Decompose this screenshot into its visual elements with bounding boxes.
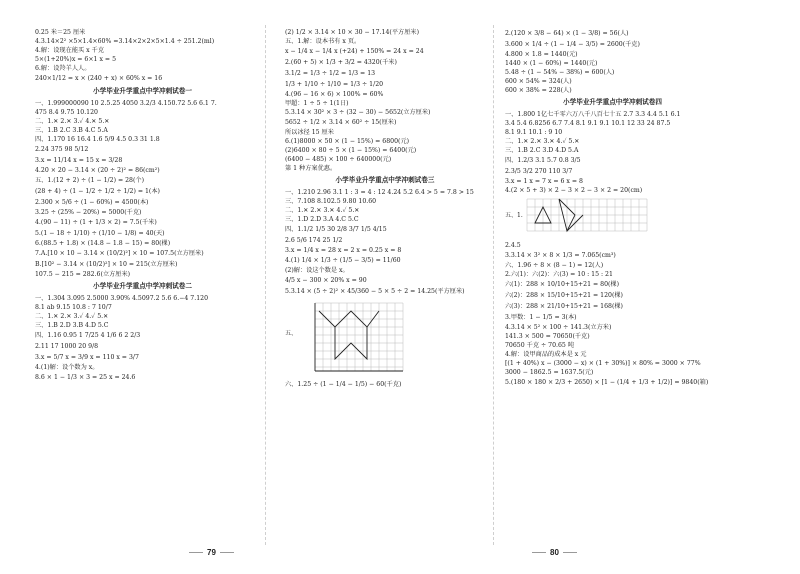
- text-line: 8.6 × 1 − 1/3 × 3 = 25 x = 24.6: [35, 374, 136, 381]
- text-line: 3.x = 11/14 x = 15 x = 3/28: [35, 157, 123, 164]
- text-line: 6.解：设羚羊人人。: [35, 65, 91, 72]
- text-line: B.[10² − 3.14 × (10/2)²] × 10 = 215(立方厘米): [35, 261, 178, 268]
- text-line: 六(3)：288 × 21/10+15+21 = 168(棵): [505, 303, 623, 310]
- text-line: 5×(1+20%)x = 6×1 x = 5: [35, 56, 116, 63]
- text-line: 4.3.14 × 5² × 100 ÷ 141.3(立方米): [505, 324, 612, 331]
- page-number-right: [528, 548, 581, 557]
- text-line: 2.六(1)：六(2)：六(3) = 10 : 15 : 21: [505, 271, 613, 278]
- text-line: 二、1.✕ 2.✕ 3.✕ 4.✓ 5.✕: [505, 138, 580, 145]
- text-line: 240×1/12 = x × (240 + x) × 60% x = 16: [35, 75, 163, 82]
- text-line: 4.解：设现在能买 x 千克: [35, 47, 105, 54]
- text-line: 600 × 38% = 228(人): [505, 87, 572, 94]
- text-line: 141.3 × 500 = 70650(千克): [505, 333, 590, 340]
- text-line: 4.20 × 20 − 3.14 × (20 ÷ 2)² = 86(cm²): [35, 167, 160, 174]
- text-line: 三、1.B 2.C 3.D 4.D 5.A: [505, 147, 579, 154]
- column-middle: [285, 28, 485, 390]
- text-line: 4.3.14×2² ×5×1.4×60% =3.14×2×2×5×1.4 ÷ 251.2(ml): [35, 38, 215, 45]
- text-line: 3.4 5.4 6.8256 6.7 7.4 8.1 9.1 9.1 10.1 12 33 24 87.5: [505, 120, 671, 127]
- text-line: (2) 1/2 × 3.14 × 10 × 30 − 17.14(平方厘米): [285, 29, 419, 36]
- text-line: (2)解：设这个数是 x。: [285, 267, 349, 274]
- text-line: 3.甲数：1 − 1/5 = 3(本): [505, 314, 577, 321]
- text-line: 甲超：1 ÷ 5 ÷ 1(1日): [285, 100, 349, 107]
- text-line: 0.25 米＝25 厘米: [35, 29, 86, 36]
- page-number-value: 80: [550, 548, 559, 557]
- text-line: 一、1.210 2.96 3.1 1 : 3 = 4 : 12 4.24 5.2 6.4 > 5 = 7.8 > 15: [285, 189, 474, 196]
- text-line: 475 8.4 9.75 10.120: [35, 109, 98, 116]
- exam-2-answers: [35, 294, 250, 383]
- text-line: 70650 千克 ÷ 70.65 吨: [505, 342, 575, 349]
- text-line: 4.解：设甲商品的成本是 x 元: [505, 351, 587, 358]
- text-line: 2.11 17 1000 20 9/8: [35, 343, 99, 350]
- text-line: 3.3.14 × 3² × 8 × 1/3 = 7.065(cm³): [505, 252, 616, 259]
- text-line: 8.1 ab 9.15 10.8 : 7 10/7: [35, 304, 112, 311]
- text-line: 600 × 54% = 324(人): [505, 78, 572, 85]
- column-divider-left: [265, 25, 266, 545]
- text-line: 6.(1)8000 × 50 × (1 − 15%) = 6800(元): [285, 138, 410, 145]
- text-line: 107.5 − 215 = 282.6(立方厘米): [35, 271, 131, 278]
- text-line: 3.600 × 1/4 ÷ (1 − 1/4 − 3/5) = 2600(千克): [505, 41, 640, 48]
- col3-top-block: [505, 28, 720, 95]
- text-line: (6400 − 485) × 100 ÷ 640000(元): [285, 156, 392, 163]
- text-line: 三、1.B 2.C 3.B 4.C 5.A: [35, 127, 108, 134]
- text-line: 4.(96 − 16 × 6) × 100% = 60%: [285, 91, 384, 98]
- grid-figure-4: [505, 195, 720, 241]
- column-divider-right: [493, 25, 494, 545]
- text-line: 六(2)：288 × 15/10+15+21 = 120(棵): [505, 292, 623, 299]
- text-line: 五、1.解：设本书有 x 页。: [285, 38, 361, 45]
- text-line: 三、1.D 2.D 3.A 4.C 5.C: [285, 216, 359, 223]
- text-line: 一、1.304 3.095 2.5000 3.90% 4.5097.2 5.6 6.−4 7.120: [35, 295, 209, 302]
- text-line: 二、1.✕ 2.✕ 3.✓ 4.✕ 5.✕: [35, 118, 110, 125]
- column-left: [35, 28, 250, 383]
- text-line: 2.24 375 98 5/12: [35, 146, 89, 153]
- text-line: 7.A.[10 × 10 − 3.14 × (10/2)²] × 10 = 107.5(立方厘米): [35, 250, 204, 257]
- text-line: 5.3.14 × (5 ÷ 2)² × 45/360 − 5 × 5 ÷ 2 = 14.25(平方厘米): [285, 288, 465, 295]
- text-line: 5.(1 − 18 ÷ 1/10) ÷ (1/10 − 1/8) = 40(天): [35, 230, 165, 237]
- exam-heading-3: 小学毕业升学重点中学冲刺试卷三: [335, 176, 435, 184]
- text-line: 所以冰径 15 厘米: [285, 129, 334, 136]
- exam-4-answers: [505, 110, 720, 195]
- text-line: 5.48 ÷ (1 − 54% − 38%) = 600(人): [505, 69, 615, 76]
- text-line: 一、1.800 1亿七千零六万八千八百七十五 2.7 3.3 4.4 5.1 6.1: [505, 111, 681, 118]
- text-line: 2.(120 × 3/8 − 64) × (1 − 3/8) = 56(人): [505, 30, 629, 37]
- text-line: 六(1)：288 × 10/10+15+21 = 80(棵): [505, 281, 620, 288]
- text-line: 六、1.96 ÷ 8 × (8 − 1) = 12(人): [505, 262, 604, 269]
- text-line: 4.800 × 1.8 = 1440(元): [505, 51, 578, 58]
- text-line: (28 + 4) ÷ (1 − 1/2 ÷ 1/2 ÷ 1/2) = 1(本): [35, 188, 160, 195]
- page-number-left: [185, 548, 238, 557]
- text-line: 1/3 + 1/10 ÷ 1/10 = 1/3 ÷ 1/20: [285, 81, 384, 88]
- text-line: 六、1.25 ÷ (1 − 1/4 − 1/5) − 60(千克): [285, 381, 402, 388]
- col1-top-block: [35, 28, 250, 84]
- text-line: 四、1.2/3 3.1 5.7 0.8 3/5: [505, 157, 581, 164]
- text-line: 三、1.B 2.D 3.B 4.D 5.C: [35, 322, 109, 329]
- grid-drawing: [523, 195, 653, 239]
- text-line: 3000 − 1862.5 = 1637.5(元): [505, 369, 594, 376]
- figure-label: 五、1.: [505, 212, 523, 219]
- col2-top-block: [285, 28, 485, 173]
- text-line: 2.3/5 3/2 270 110 3/7: [505, 168, 573, 175]
- page-number-value: 79: [207, 548, 216, 557]
- text-line: 二、1.✕ 2.✕ 3.✕ 4.✓ 5.✕: [285, 207, 360, 214]
- text-line: 三、7.108 8.102.5 9.80 10.60: [285, 198, 377, 205]
- text-line: 5.(180 × 180 × 2/3 + 2650) × [1 − (1/4 + 1/3 + 1/2)] = 9840(箱): [505, 379, 709, 386]
- exam-heading-4: 小学毕业升学重点中学冲刺试卷四: [563, 98, 662, 106]
- text-line: 3.x = 5/7 x = 3/9 x = 110 x = 3/7: [35, 354, 139, 361]
- text-line: 2.6 5/6 174 25 1/2: [285, 237, 343, 244]
- text-line: 3.x = 1 x = 7 x = 6 x = 8: [505, 178, 583, 185]
- exam-4-answers-cont: [505, 241, 720, 388]
- text-line: [(1 + 40%) x − (3000 − x) × (1 + 30%)] × 80% = 3000 × 77%: [505, 360, 701, 367]
- text-line: 五、1.(12 + 2) ÷ (1 − 1/2) = 28(个): [35, 177, 145, 184]
- text-line: 四、1.170 16 16.4 1.6 5/9 4.5 0.3 31 1.8: [35, 136, 160, 143]
- text-line: x − 1/4 x − 1/4 x (+24) + 150% = 24 x = 24: [285, 48, 424, 55]
- text-line: 4.(1)解：设个数为 x。: [35, 364, 99, 371]
- grid-drawing: [307, 299, 417, 379]
- text-line: 4/5 x − 300 × 20% x = 90: [285, 277, 367, 284]
- column-right: [505, 28, 720, 388]
- grid-figure-3: [285, 297, 485, 379]
- text-line: 5.3.14 × 30² × 3 ÷ (32 − 30) − 5652(立方厘米): [285, 109, 431, 116]
- text-line: 四、1.16 0.95 1 7/25 4 1/6 6 2 2/3: [35, 332, 141, 339]
- text-line: 3.1/2 = 1/3 ÷ 1/2 = 1/3 = 13: [285, 70, 376, 77]
- text-line: 4.(1) 1/4 × 1/3 ÷ (1/5 − 3/5) = 11/60: [285, 257, 401, 264]
- text-line: 2.(60 + 5) × 1/3 + 3/2 = 4320(千米): [285, 59, 397, 66]
- text-line: 5652 ÷ 1/2 × 3.14 × 60² ÷ 15(厘米): [285, 119, 397, 126]
- figure-label: 五、: [285, 330, 298, 337]
- text-line: 6.(88.5 + 1.8) × (14.8 − 1.8 − 15) = 80(棵): [35, 240, 171, 247]
- exam-3-answers: [285, 188, 485, 297]
- text-line: 二、1.✕ 2.✕ 3.✓ 4.✓ 5.✕: [35, 313, 109, 320]
- text-line: 3.x = 1/4 x = 28 x = 2 x = 0.25 x = 8: [285, 247, 402, 254]
- text-line: 2.4.5: [505, 242, 521, 249]
- text-line: (2)6400 × 80 ÷ 5 × (1 − 15%) = 6400(元): [285, 147, 417, 154]
- text-line: 4.(90 − 11) ÷ (1 + 1/3 × 2) = 7.5(千米): [35, 219, 157, 226]
- text-line: 四、1.1/2 1/5 30 2/8 3/7 1/5 4/15: [285, 226, 387, 233]
- text-line: 1440 × (1 − 60%) = 1440(元): [505, 60, 598, 67]
- text-line: 2.300 × 5/6 ÷ (1 − 60%) = 4500(本): [35, 199, 149, 206]
- exam-heading-2: 小学毕业升学重点中学冲刺试卷二: [93, 282, 192, 290]
- text-line: 第 1 种方案优惠。: [285, 165, 337, 172]
- text-line: 8.1 9.1 10.1 : 9 10: [505, 129, 563, 136]
- text-line: 3.25 ÷ (25% − 20%) = 5000(千克): [35, 209, 142, 216]
- exam-1-answers: [35, 99, 250, 279]
- col2-tail: [285, 379, 485, 390]
- text-line: 一、1.999000090 10 2.5.25 4050 3.2/3 4.150.72 5.6 6.1 7.: [35, 100, 217, 107]
- text-line: 4.(2 × 5 + 3) × 2 − 3 × 2 − 3 × 2 = 20(cm): [505, 187, 643, 194]
- exam-heading-1: 小学毕业升学重点中学冲刺试卷一: [93, 87, 192, 95]
